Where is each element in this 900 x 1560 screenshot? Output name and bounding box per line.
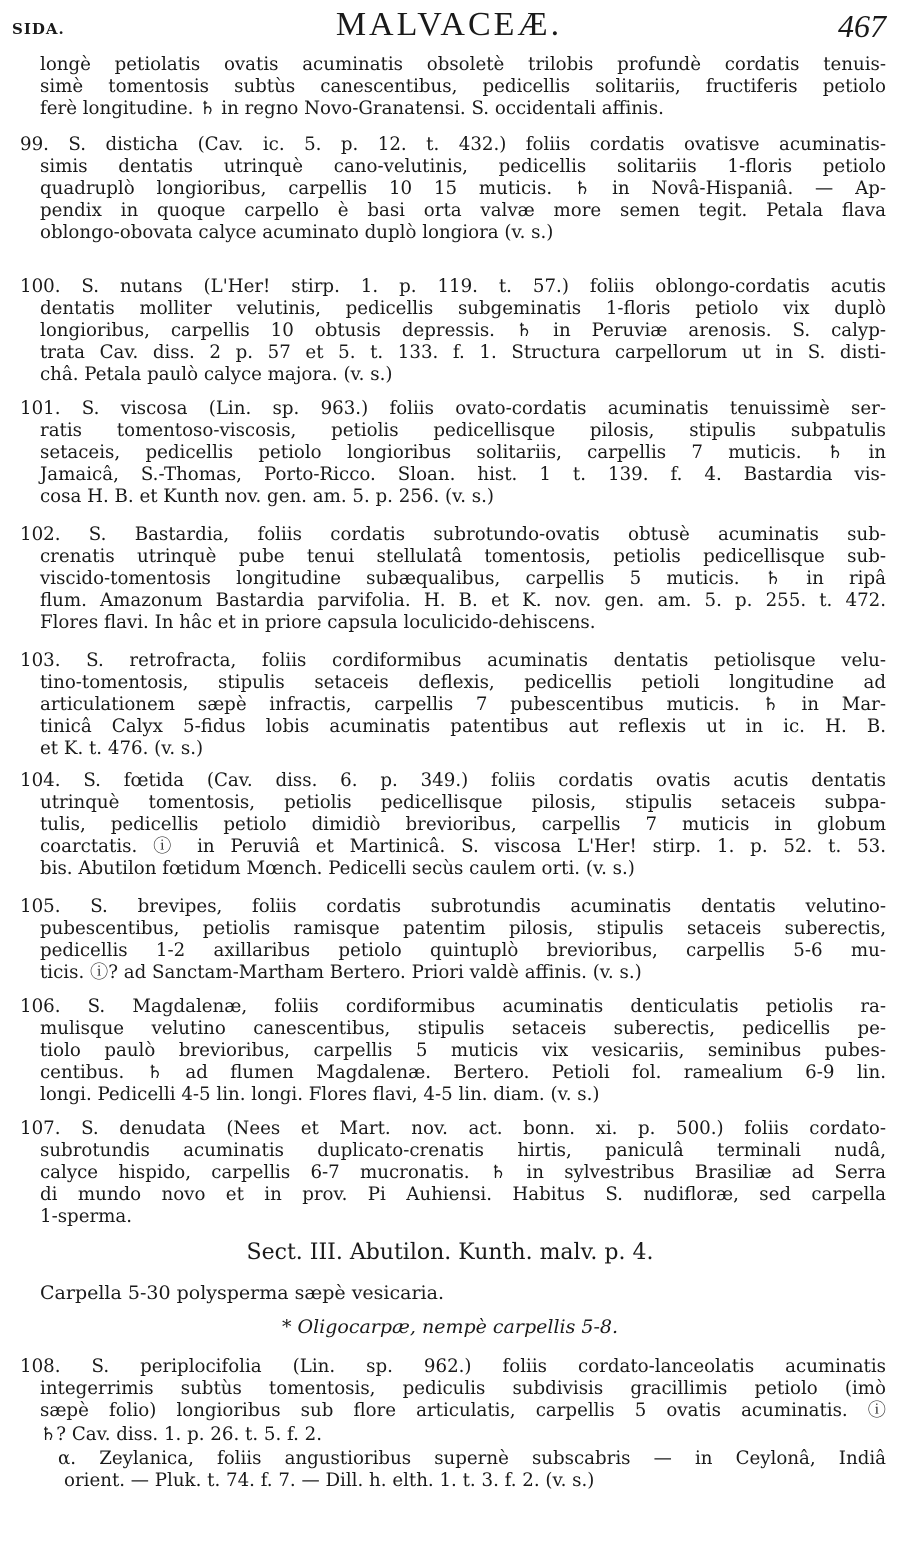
entry-first-line: 107. S. denudata (Nees et Mart. nov. act. bonn. xi. p. 500.) foliis cordato-	[20, 1118, 886, 1139]
section-heading: Sect. III. Abutilon. Kunth. malv. p. 4.	[246, 1240, 654, 1265]
text-line: longioribus, carpellis 10 obtusis depressis. ♄ in Peruviæ arenosis. S. calyp-	[40, 320, 886, 341]
text-line: integerrimis subtùs tomentosis, pediculis subdivisis gracillimis petiolo (imò	[40, 1378, 886, 1399]
text-line: coarctatis. ⓘ in Peruviâ et Martinicâ. S. viscosa L'Her! stirp. 1. p. 52. t. 53.	[40, 836, 886, 857]
text-line: sæpè folio) longioribus sub flore articulatis, carpellis 5 ovatis acuminatis. ⓘ	[40, 1400, 886, 1421]
text-line: 1-sperma.	[40, 1206, 133, 1227]
entry-first-line: 106. S. Magdalenæ, foliis cordiformibus acuminatis denticulatis petiolis ra-	[20, 996, 886, 1017]
text-line: Flores flavi. In hâc et in priore capsula loculicido-dehiscens.	[40, 612, 596, 633]
text-line: longè petiolatis ovatis acuminatis obsoletè trilobis profundè cordatis tenuis-	[40, 54, 886, 75]
entry-first-line: 104. S. fœtida (Cav. diss. 6. p. 349.) foliis cordatis ovatis acutis dentatis	[20, 770, 886, 791]
text-line: crenatis utrinquè pube tenui stellulatâ tomentosis, petiolis pedicellisque sub-	[40, 546, 886, 567]
text-line: longi. Pedicelli 4-5 lin. longi. Flores flavi, 4-5 lin. diam. (v. s.)	[40, 1084, 600, 1105]
entry-first-line: 103. S. retrofracta, foliis cordiformibus acuminatis dentatis petiolisque velu-	[20, 650, 886, 671]
text-line: ferè longitudine. ♄ in regno Novo-Granatensi. S. occidentali affinis.	[40, 98, 664, 119]
text-line: di mundo novo et in prov. Pi Auhiensi. Habitus S. nudifloræ, sed carpella	[40, 1184, 886, 1205]
text-line: simè tomentosis subtùs canescentibus, pedicellis solitariis, fructiferis petiolo	[40, 76, 886, 97]
text-line: tiolo paulò brevioribus, carpellis 5 muticis vix vesicariis, seminibus pubes-	[40, 1040, 886, 1061]
entry-first-line: 105. S. brevipes, foliis cordatis subrotundis acuminatis dentatis velutino-	[20, 896, 886, 917]
variety-line: α. Zeylanica, foliis angustioribus supernè subscabris — in Ceylonâ, Indiâ	[58, 1448, 886, 1469]
text-line: cosa H. B. et Kunth nov. gen. am. 5. p. 256. (v. s.)	[40, 486, 494, 507]
text-line: tulis, pedicellis petiolo dimidiò brevioribus, carpellis 7 muticis in globum	[40, 814, 886, 835]
text-line: utrinquè tomentosis, petiolis pedicellisque pilosis, stipulis setaceis subpa-	[40, 792, 886, 813]
text-line: pubescentibus, petiolis ramisque patentim pilosis, stipulis setaceis suberectis,	[40, 918, 886, 939]
text-line: calyce hispido, carpellis 6-7 mucronatis. ♄ in sylvestribus Brasiliæ ad Serra	[40, 1162, 886, 1183]
text-line: viscido-tomentosis longitudine subæqualibus, carpellis 5 muticis. ♄ in ripâ	[40, 568, 886, 589]
text-line: simis dentatis utrinquè cano-velutinis, pedicellis solitariis 1-floris petiolo	[40, 156, 886, 177]
text-line: dentatis molliter velutinis, pedicellis subgeminatis 1-floris petiolo vix duplò	[40, 298, 886, 319]
text-line: articulationem sæpè infractis, carpellis 7 pubescentibus muticis. ♄ in Mar-	[40, 694, 886, 715]
text-line: châ. Petala paulò calyce majora. (v. s.)	[40, 364, 393, 385]
text-line: bis. Abutilon fœtidum Mœnch. Pedicelli secùs caulem orti. (v. s.)	[40, 858, 635, 879]
entry-first-line: 101. S. viscosa (Lin. sp. 963.) foliis ovato-cordatis acuminatis tenuissimè ser-	[20, 398, 886, 419]
variety-line: orient. — Pluk. t. 74. f. 7. — Dill. h. elth. 1. t. 3. f. 2. (v. s.)	[64, 1470, 595, 1491]
text-line: subrotundis acuminatis duplicato-crenatis hirtis, paniculâ terminali nudâ,	[40, 1140, 886, 1161]
text-line: pedicellis 1-2 axillaribus petiolo quintuplò brevioribus, carpellis 5-6 mu-	[40, 940, 886, 961]
text-line: oblongo-obovata calyce acuminato duplò longiora (v. s.)	[40, 222, 554, 243]
text-line: trata Cav. diss. 2 p. 57 et 5. t. 133. f. 1. Structura carpellorum ut in S. disti-	[40, 342, 886, 363]
text-line: Jamaicâ, S.-Thomas, Porto-Ricco. Sloan. hist. 1 t. 139. f. 4. Bastardia vis-	[40, 464, 886, 485]
page-number: 467	[838, 8, 886, 44]
running-head-family: MALVACEÆ.	[335, 6, 563, 43]
entry-first-line: 102. S. Bastardia, foliis cordatis subrotundo-ovatis obtusè acuminatis sub-	[20, 524, 886, 545]
text-line: tinicâ Calyx 5-fidus lobis acuminatis patentibus aut reflexis ut in ic. H. B.	[40, 716, 886, 737]
text-line: et K. t. 476. (v. s.)	[40, 738, 204, 759]
running-head-genus: SIDA.	[12, 20, 65, 38]
entry-first-line: 108. S. periplocifolia (Lin. sp. 962.) foliis cordato-lanceolatis acuminatis	[20, 1356, 886, 1377]
text-line: ticis. ⓘ? ad Sanctam-Martham Bertero. Priori valdè affinis. (v. s.)	[40, 962, 642, 983]
text-line: quadruplò longioribus, carpellis 10 15 muticis. ♄ in Novâ-Hispaniâ. — Ap-	[40, 178, 886, 199]
text-line: centibus. ♄ ad flumen Magdalenæ. Bertero. Petioli fol. ramealium 6-9 lin.	[40, 1062, 886, 1083]
text-line: ratis tomentoso-viscosis, petiolis pedicellisque pilosis, stipulis subpatulis	[40, 420, 886, 441]
section-description: Carpella 5-30 polysperma sæpè vesicaria.	[40, 1282, 444, 1304]
page-header	[12, 6, 886, 54]
subsection-heading: * Oligocarpæ, nempè carpellis 5-8.	[281, 1316, 619, 1338]
text-line: mulisque velutino canescentibus, stipulis setaceis suberectis, pedicellis pe-	[40, 1018, 886, 1039]
text-line: flum. Amazonum Bastardia parvifolia. H. B. et K. nov. gen. am. 5. p. 255. t. 472.	[40, 590, 886, 611]
text-line: pendix in quoque carpello è basi orta valvæ more semen tegit. Petala flava	[40, 200, 886, 221]
entry-first-line: 100. S. nutans (L'Her! stirp. 1. p. 119. t. 57.) foliis oblongo-cordatis acutis	[20, 276, 886, 297]
text-line: tino-tomentosis, stipulis setaceis deflexis, pedicellis petioli longitudine ad	[40, 672, 886, 693]
entry-first-line: 99. S. disticha (Cav. ic. 5. p. 12. t. 432.) foliis cordatis ovatisve acuminatis-	[20, 134, 886, 155]
text-line: ♄? Cav. diss. 1. p. 26. t. 5. f. 2.	[40, 1424, 323, 1445]
text-line: setaceis, pedicellis petiolo longioribus solitariis, carpellis 7 muticis. ♄ in	[40, 442, 886, 463]
